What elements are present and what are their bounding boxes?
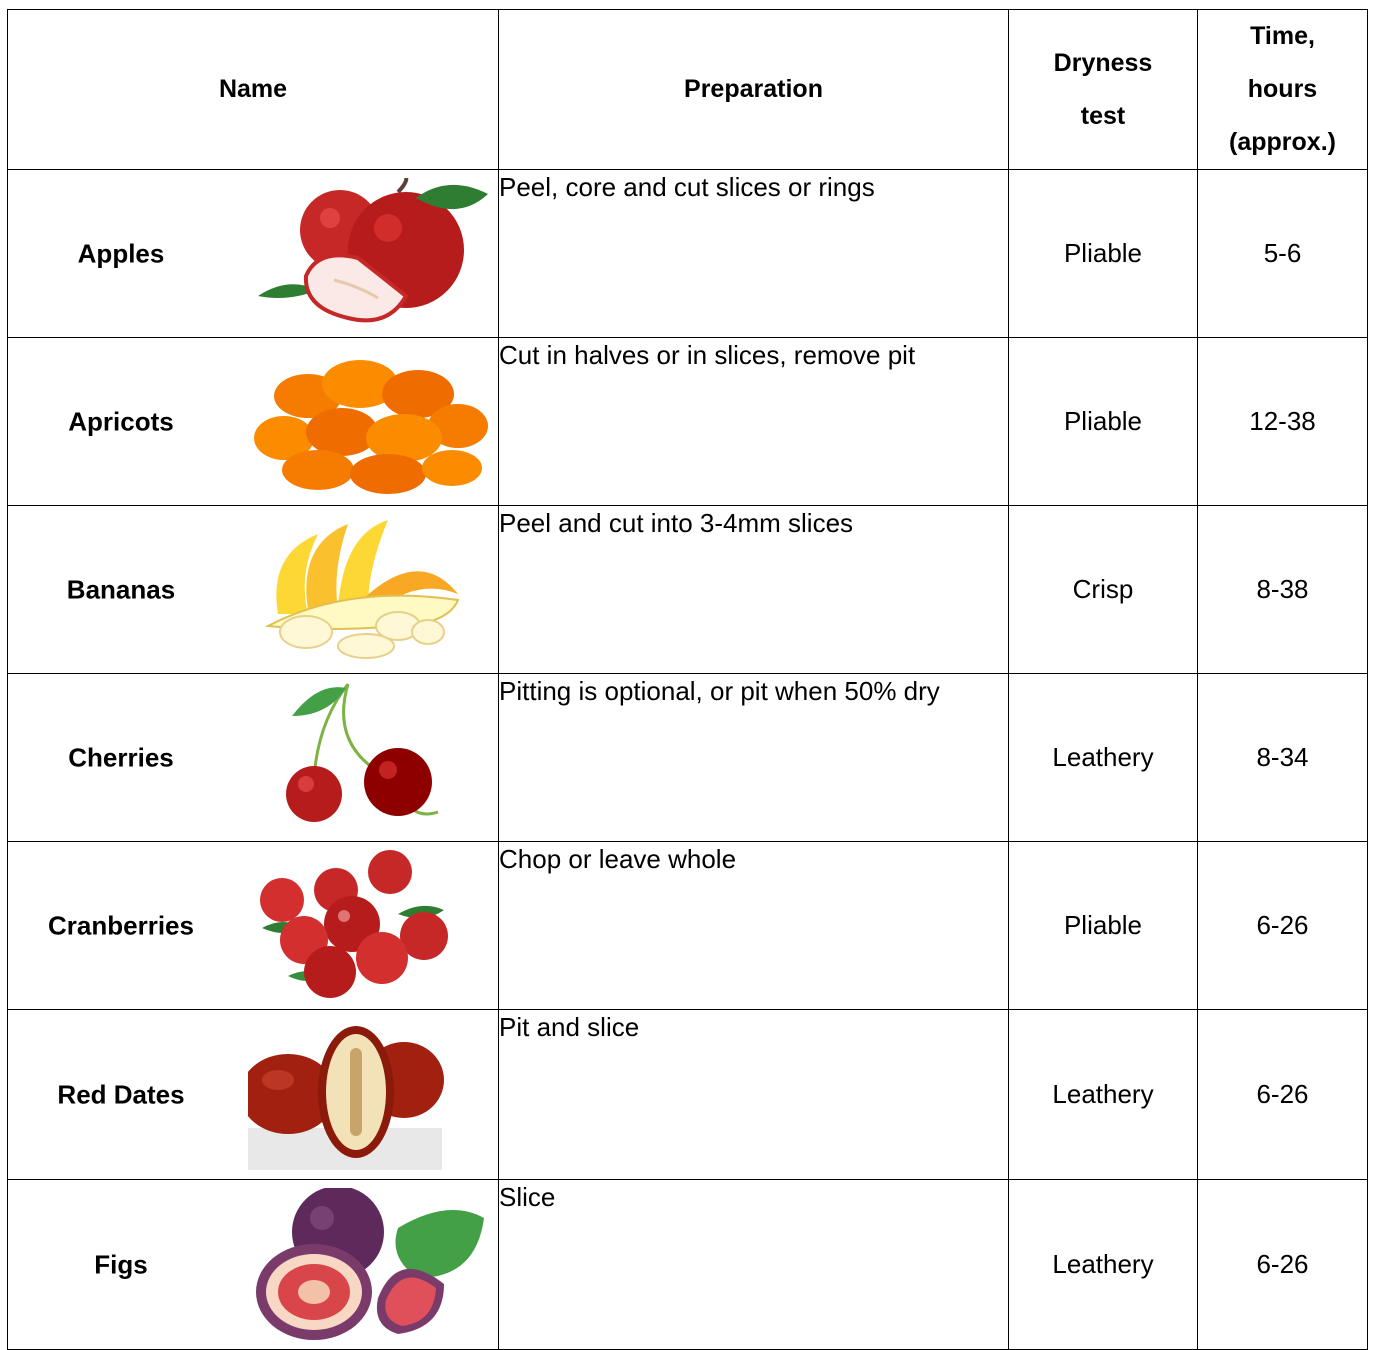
name-cell [8, 170, 499, 338]
time-cell: 6-26 [1198, 842, 1368, 1010]
table-row [8, 1010, 1368, 1180]
dryness-cell: Pliable [1009, 170, 1198, 338]
time-cell: 6-26 [1198, 1180, 1368, 1350]
dryness-cell: Leathery [1009, 1010, 1198, 1180]
header-preparation: Preparation [499, 10, 1009, 170]
figs-image [248, 1188, 492, 1340]
time-cell: 8-34 [1198, 674, 1368, 842]
dryness-cell: Leathery [1009, 1180, 1198, 1350]
fruit-name: Apples [77, 238, 165, 268]
cranberries-image [248, 850, 492, 1002]
name-cell [8, 506, 499, 674]
name-cell [8, 842, 499, 1010]
name-cell [8, 1010, 499, 1180]
preparation-cell: Chop or leave whole [499, 842, 1009, 1010]
preparation-cell: Peel, core and cut slices or rings [499, 170, 1009, 338]
drying-guide-table [7, 9, 1368, 1350]
table-row [8, 674, 1368, 842]
header-dryness-test: Dryness test [1009, 10, 1198, 170]
fruit-name: Bananas [66, 574, 176, 604]
dryness-cell: Leathery [1009, 674, 1198, 842]
time-cell: 6-26 [1198, 1010, 1368, 1180]
header-name: Name [8, 10, 499, 170]
preparation-cell: Slice [499, 1180, 1009, 1350]
table-row [8, 1180, 1368, 1350]
bananas-image [248, 514, 492, 666]
dryness-cell: Crisp [1009, 506, 1198, 674]
dryness-cell: Pliable [1009, 338, 1198, 506]
header-time-hours: Time, hours (approx.) [1198, 10, 1368, 170]
fruit-name: Cherries [68, 742, 174, 772]
time-cell: 8-38 [1198, 506, 1368, 674]
fruit-name: Cranberries [48, 910, 194, 940]
name-cell [8, 338, 499, 506]
name-cell [8, 674, 499, 842]
header-row [8, 10, 1368, 170]
fruit-name: Red Dates [57, 1079, 185, 1109]
preparation-cell: Pitting is optional, or pit when 50% dry [499, 674, 1009, 842]
preparation-cell: Cut in halves or in slices, remove pit [499, 338, 1009, 506]
table-row [8, 170, 1368, 338]
preparation-cell: Pit and slice [499, 1010, 1009, 1180]
fruit-name: Figs [94, 1249, 148, 1279]
dryness-cell: Pliable [1009, 842, 1198, 1010]
fruit-name: Apricots [68, 406, 174, 436]
time-cell: 12-38 [1198, 338, 1368, 506]
red-dates-image [248, 1018, 492, 1170]
cherries-image [248, 682, 492, 834]
table-row [8, 842, 1368, 1010]
table-row [8, 506, 1368, 674]
table-row [8, 338, 1368, 506]
name-cell [8, 1180, 499, 1350]
apples-image [248, 178, 492, 330]
preparation-cell: Peel and cut into 3-4mm slices [499, 506, 1009, 674]
time-cell: 5-6 [1198, 170, 1368, 338]
dried-apricots-image [248, 346, 492, 498]
